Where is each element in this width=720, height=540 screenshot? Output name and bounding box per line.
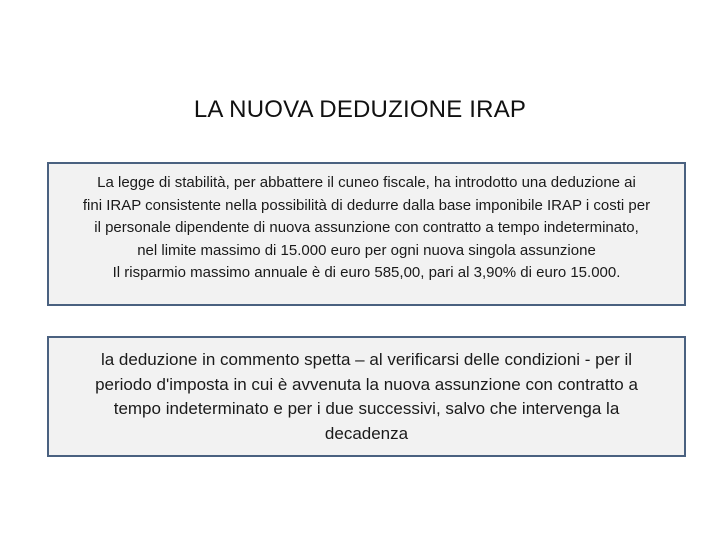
text-line: la deduzione in commento spetta – al verificarsi delle condizioni - per il <box>100 350 633 369</box>
text-line: Il risparmio massimo annuale è di euro 585,00, pari al 3,90% di euro 15.000. <box>112 264 621 281</box>
text-box-deduction-period <box>47 336 686 457</box>
text-line: il personale dipendente di nuova assunzione con contratto a tempo indeterminato, <box>94 219 639 236</box>
text-line: fini IRAP consistente nella possibilità di dedurre dalla base imponibile IRAP i costi per <box>82 196 651 214</box>
text-line: nel limite massimo di 15.000 euro per ogni nuova singola assunzione <box>137 241 596 259</box>
text-line: periodo d'imposta in cui è avvenuta la nuova assunzione con contratto a <box>95 374 638 394</box>
text-box-deduction-intro <box>47 162 686 306</box>
slide-title: LA NUOVA DEDUZIONE IRAP <box>193 96 527 123</box>
text-line: La legge di stabilità, per abbattere il cuneo fiscale, ha introdotto una deduzione ai <box>97 174 636 191</box>
text-line: tempo indeterminato e per i due successivi, salvo che intervenga la <box>113 399 620 418</box>
text-line: decadenza <box>324 423 409 443</box>
